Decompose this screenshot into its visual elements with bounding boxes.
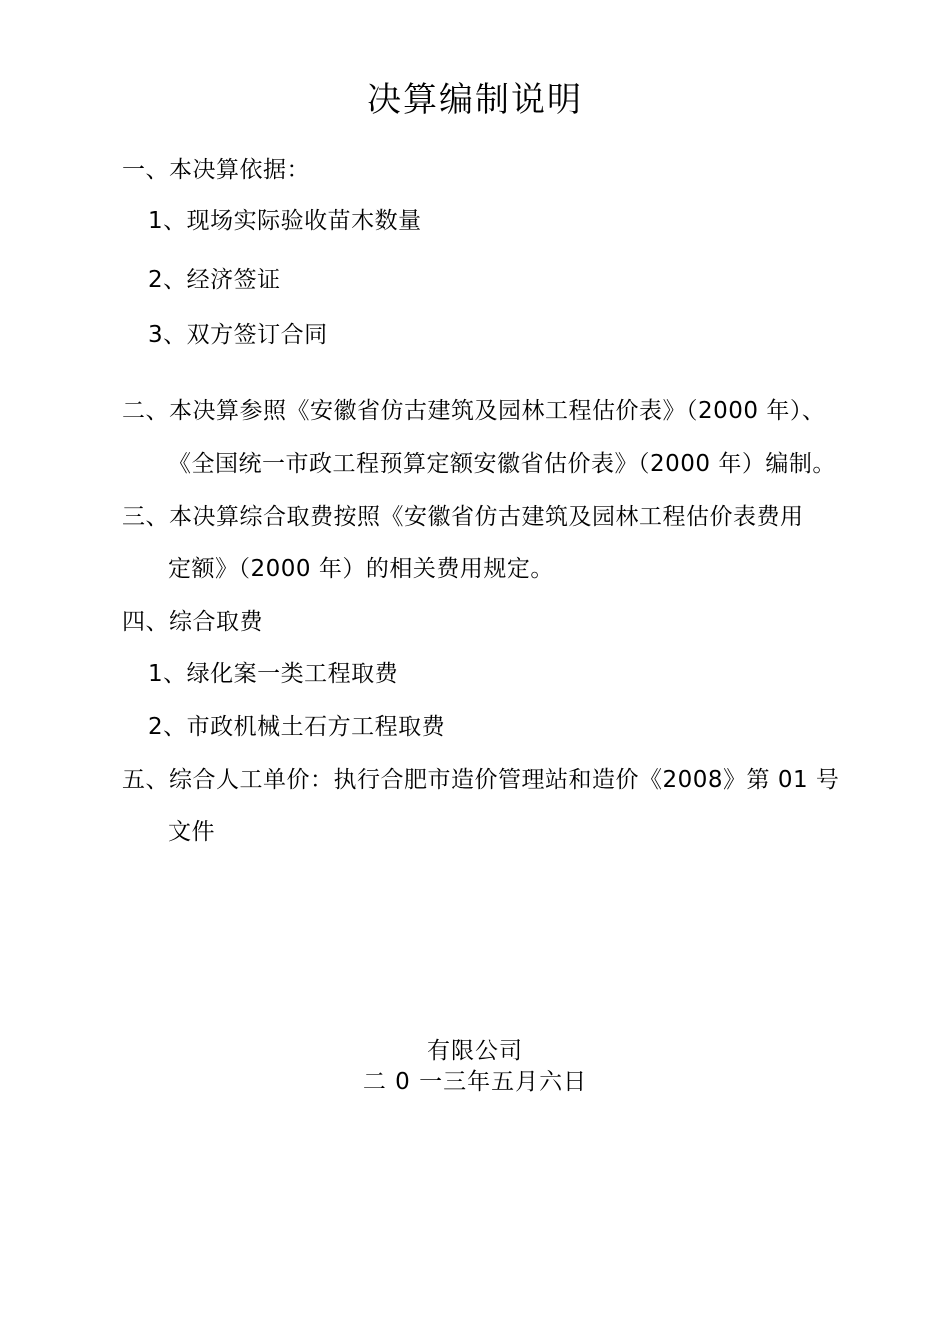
section1-item-3: 3、双方签订合同 — [148, 322, 328, 348]
section4-heading: 四、综合取费 — [122, 609, 263, 635]
signature-company: 有限公司 — [427, 1038, 523, 1064]
section3-line2: 定额》（2000 年）的相关费用规定。 — [168, 556, 554, 582]
signature-date: 二 0 一三年五月六日 — [362, 1069, 588, 1095]
section1-item-1: 1、现场实际验收苗木数量 — [148, 208, 422, 234]
section1-item-2: 2、经济签证 — [148, 267, 281, 293]
section5-line1: 五、综合人工单价：执行合肥市造价管理站和造价《2008》第 01 号 — [122, 767, 840, 793]
section3-line1: 三、本决算综合取费按照《安徽省仿古建筑及园林工程估价表费用 — [122, 504, 804, 530]
section5-line2: 文件 — [168, 819, 215, 845]
section4-item-2: 2、市政机械土石方工程取费 — [148, 714, 446, 740]
section2-line1: 二、本决算参照《安徽省仿古建筑及园林工程估价表》（2000 年）、 — [122, 398, 826, 424]
document-title: 决算编制说明 — [367, 80, 583, 120]
section1-heading: 一、本决算依据： — [122, 157, 310, 183]
section2-line2: 《全国统一市政工程预算定额安徽省估价表》（2000 年）编制。 — [168, 451, 836, 477]
section4-item-1: 1、绿化案一类工程取费 — [148, 661, 399, 687]
